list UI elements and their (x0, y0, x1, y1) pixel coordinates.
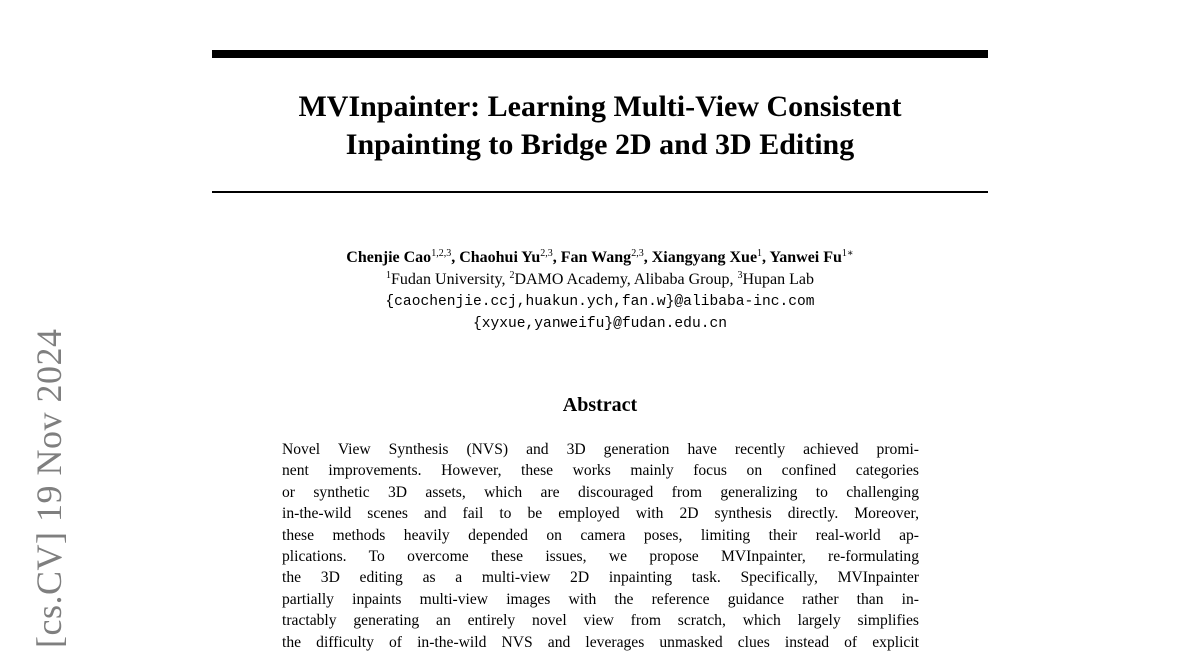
arxiv-stamp: [cs.CV] 19 Nov 2024 (29, 328, 69, 648)
author-name: Xiangyang Xue (651, 249, 758, 266)
paper-title (212, 88, 988, 164)
abstract-line: in-the-wild scenes and fail to be employed with 2D synthesis directly. Moreover, (282, 505, 919, 523)
author-affiliation-mark: 1∗ (841, 248, 854, 259)
abstract-line: the difficulty of in-the-wild NVS and leverages unmasked clues instead of explicit (282, 633, 919, 651)
affiliation-number: 2 (509, 270, 515, 281)
abstract-line: partially inpaints multi-view images with the reference guidance rather than in- (282, 590, 919, 608)
abstract-line: tractably generating an entirely novel view from scratch, which largely simplifies (282, 612, 919, 630)
author-affiliation-mark: 2,3 (540, 248, 553, 259)
paper-title-line-2: Inpainting to Bridge 2D and 3D Editing (345, 128, 855, 161)
author-separator: , (552, 249, 561, 266)
author-names (212, 247, 988, 269)
abstract-line: Novel View Synthesis (NVS) and 3D generation have recently achieved promi- (282, 441, 919, 458)
affiliation-number: 3 (737, 270, 743, 281)
author-separator: , (643, 249, 652, 266)
author-email-line-2[interactable]: {xyxue,yanweifu}@fudan.edu.cn (473, 316, 727, 332)
author-separator: , (762, 249, 770, 266)
abstract-heading: Abstract (562, 394, 638, 416)
author-affiliation-mark: 1,2,3 (431, 248, 452, 259)
affiliation-number: 1 (386, 270, 392, 281)
abstract-body (282, 439, 919, 653)
title-bottom-rule (212, 191, 988, 193)
affiliation-text: DAMO Academy, Alibaba Group, (514, 271, 738, 288)
abstract-line: these methods heavily depended on camera poses, limiting their real-world ap- (282, 526, 919, 544)
author-affiliation-mark: 2,3 (631, 248, 644, 259)
author-block (212, 247, 988, 335)
abstract-line: the 3D editing as a multi-view 2D inpainting task. Specifically, MVInpainter (282, 569, 919, 587)
author-separator: , (451, 249, 460, 266)
author-email-line-1[interactable]: {caochenjie.ccj,huakun.ych,fan.w}@alibaba-inc.com (385, 294, 815, 310)
author-name: Fan Wang (560, 249, 632, 266)
paper-title-line-1: MVInpainter: Learning Multi-View Consistent (298, 90, 902, 123)
abstract-line: plications. To overcome these issues, we propose MVInpainter, re-formulating (282, 547, 919, 565)
author-affiliation-mark: 1 (757, 248, 763, 259)
author-name: Chenjie Cao (346, 249, 432, 266)
title-top-rule (212, 50, 988, 58)
author-name: Chaohui Yu (459, 249, 541, 266)
abstract-line: nent improvements. However, these works mainly focus on confined categories (282, 462, 919, 480)
affiliations (212, 269, 988, 291)
affiliation-text: Fudan University, (391, 271, 510, 288)
affiliation-text: Hupan Lab (742, 271, 814, 288)
author-name: Yanwei Fu (769, 249, 842, 266)
abstract-line: or synthetic 3D assets, which are discouraged from generalizing to challenging (282, 483, 919, 501)
